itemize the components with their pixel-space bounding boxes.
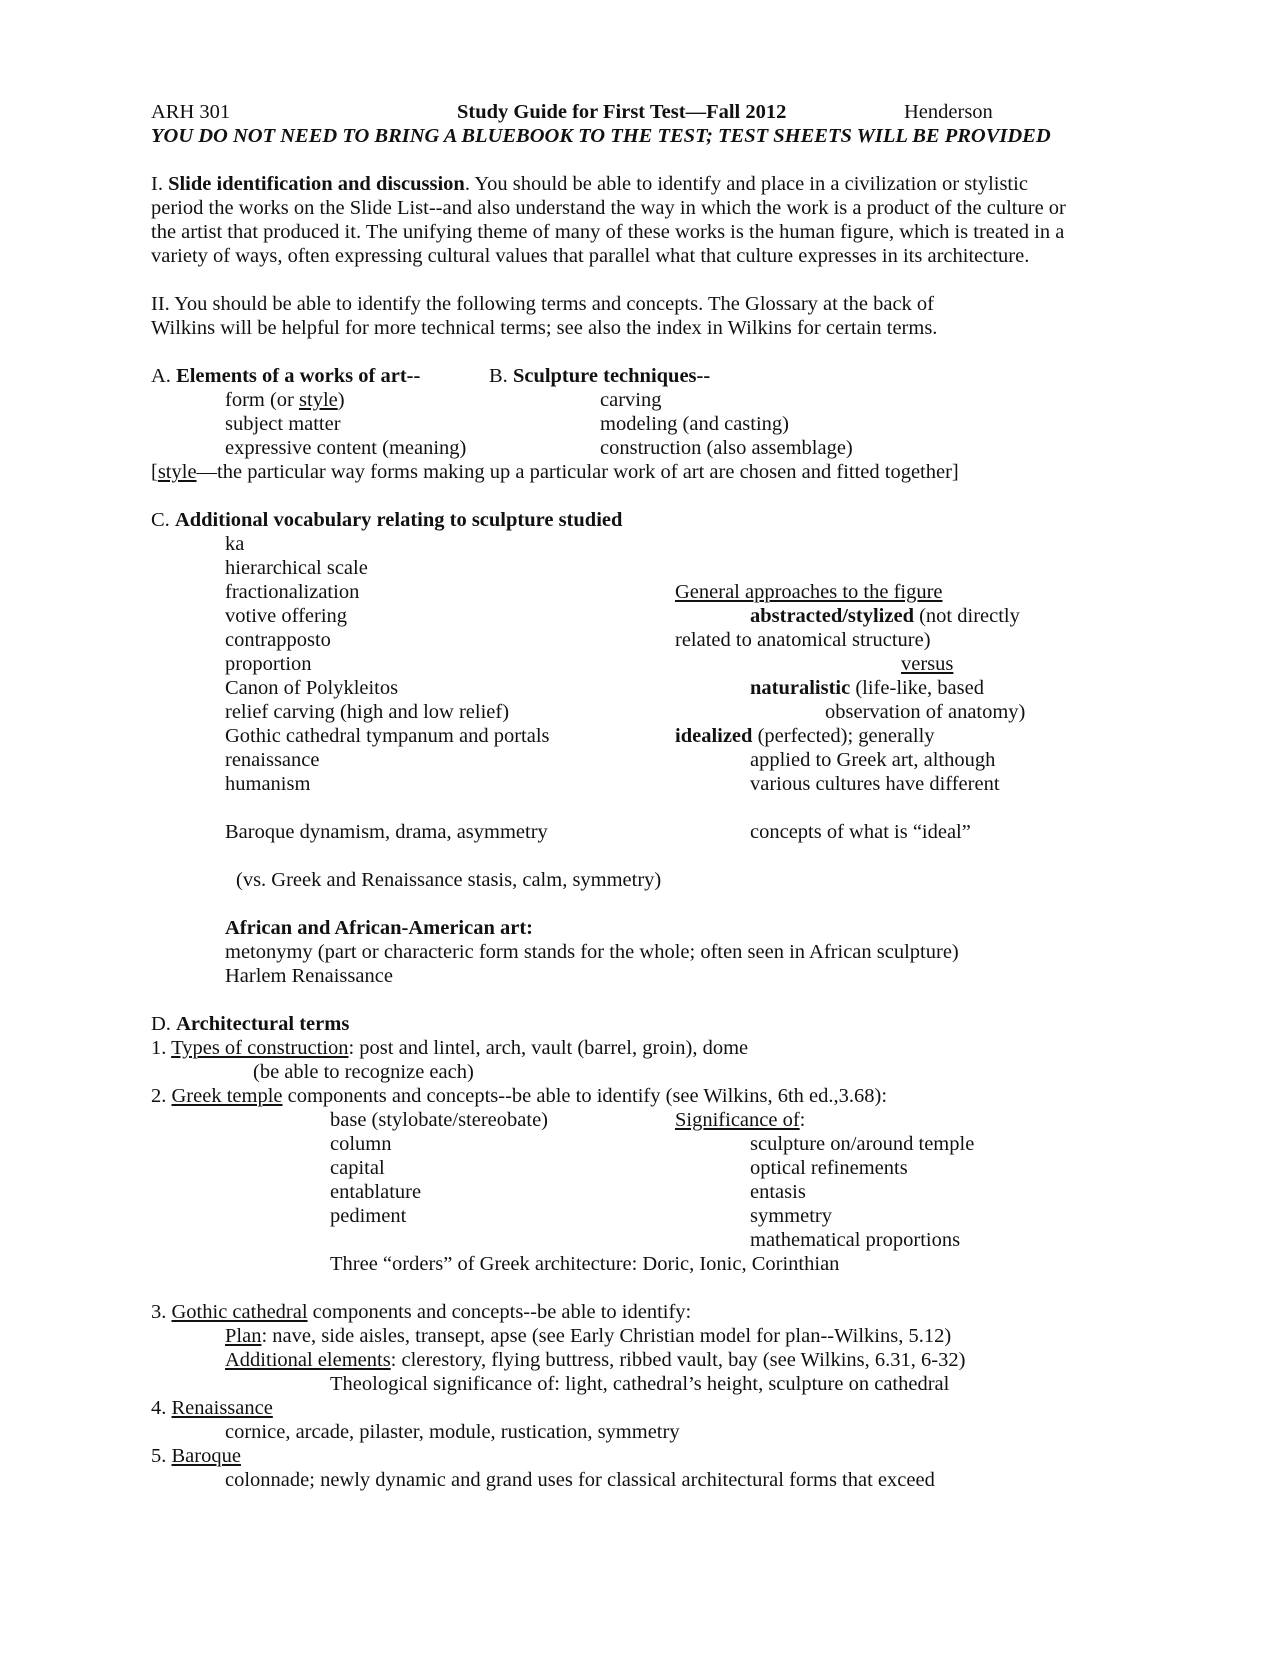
section-2-line-1: II. You should be able to identify the following terms and concepts. The Glossary at the back of [151, 293, 935, 315]
section-a-item-subject: subject matter [225, 413, 341, 435]
naturalistic-term: naturalistic [750, 677, 851, 699]
arch-item-5-number: 5. [151, 1445, 167, 1467]
vocab-item: renaissance [225, 749, 320, 771]
section-a-item-form [225, 388, 345, 412]
approach-idealized-line-2: applied to Greek art, although [750, 749, 996, 771]
significance-item: entasis [750, 1181, 806, 1203]
instructor-name: Henderson [904, 101, 993, 123]
significance-item: symmetry [750, 1205, 832, 1227]
vocab-item: votive offering [225, 605, 348, 627]
arch-item-4 [151, 1396, 273, 1420]
african-item-metonymy: metonymy (part or characteric form stands for the whole; often seen in African sculpture) [225, 941, 959, 963]
section-d-heading-line [151, 1012, 349, 1036]
approaches-heading: General approaches to the figure [675, 581, 943, 603]
section-c-heading-line [151, 508, 622, 532]
section-d-heading: Architectural terms [176, 1013, 350, 1035]
arch-item-1 [151, 1036, 748, 1060]
arch-item-2-text: components and concepts--be able to identify (see Wilkins, 6th ed.,3.68): [282, 1085, 888, 1107]
section-1-prefix: I. [151, 173, 163, 195]
form-close-paren: ) [337, 389, 345, 411]
style-note-text: —the particular way forms making up a particular work of art are chosen and fitted together] [196, 461, 959, 483]
abstracted-text: (not directly [913, 605, 1020, 627]
vocab-item: contrapposto [225, 629, 331, 651]
idealized-term: idealized [675, 725, 753, 747]
african-item-harlem: Harlem Renaissance [225, 965, 393, 987]
temple-part: pediment [330, 1205, 407, 1227]
arch-item-5-detail: colonnade; newly dynamic and grand uses for classical architectural forms that exceed [225, 1469, 935, 1491]
vocab-item: proportion [225, 653, 312, 675]
arch-item-2-term: Greek temple [171, 1085, 283, 1107]
section-1-line-4: variety of ways, often expressing cultural values that parallel what that culture expresses in its architecture. [151, 245, 1030, 267]
vocab-item: hierarchical scale [225, 557, 368, 579]
additional-elements-term: Additional elements [225, 1349, 391, 1371]
temple-part: capital [330, 1157, 385, 1179]
versus-label: versus [901, 653, 954, 675]
bluebook-notice: YOU DO NOT NEED TO BRING A BLUEBOOK TO THE TEST; TEST SHEETS WILL BE PROVIDED [151, 125, 1051, 147]
temple-part: base (stylobate/stereobate) [330, 1109, 549, 1131]
section-d-prefix: D. [151, 1013, 171, 1035]
section-b-heading-line [489, 364, 710, 388]
vocab-item: relief carving (high and low relief) [225, 701, 510, 723]
arch-item-3-text: components and concepts--be able to identify: [307, 1301, 692, 1323]
arch-item-4-detail: cornice, arcade, pilaster, module, rustication, symmetry [225, 1421, 680, 1443]
plan-text: : nave, side aisles, transept, apse (see Early Christian model for plan--Wilkins, 5.12) [261, 1325, 952, 1347]
section-c-prefix: C. [151, 509, 170, 531]
naturalistic-text: (life-like, based [850, 677, 984, 699]
approach-naturalistic [750, 676, 984, 700]
arch-item-4-term: Renaissance [171, 1397, 273, 1419]
section-1-line-3: the artist that produced it. The unifying theme of many of these works is the human figure, which is treated in a [151, 221, 1065, 243]
arch-item-3-term: Gothic cathedral [171, 1301, 308, 1323]
form-text: form (or [225, 389, 300, 411]
section-1-heading: Slide identification and discussion [168, 173, 465, 195]
bracket-open: [ [151, 461, 158, 483]
greek-orders: Three “orders” of Greek architecture: Doric, Ionic, Corinthian [330, 1253, 840, 1275]
arch-item-4-number: 4. [151, 1397, 167, 1419]
vocab-item: fractionalization [225, 581, 360, 603]
approach-idealized-line-3: various cultures have different [750, 773, 1000, 795]
significance-colon: : [799, 1109, 806, 1131]
significance-item: optical refinements [750, 1157, 908, 1179]
temple-part: entablature [330, 1181, 422, 1203]
style-term: style [299, 389, 338, 411]
vocab-item-baroque: Baroque dynamism, drama, asymmetry [225, 821, 548, 843]
baroque-contrast-note: (vs. Greek and Renaissance stasis, calm, symmetry) [236, 869, 662, 891]
section-a-heading-line [151, 364, 420, 388]
arch-item-3 [151, 1300, 691, 1324]
section-2-line-2: Wilkins will be helpful for more technical terms; see also the index in Wilkins for certain terms. [151, 317, 938, 339]
approach-idealized [675, 724, 935, 748]
section-a-prefix: A. [151, 365, 171, 387]
arch-item-1-note: (be able to recognize each) [253, 1061, 474, 1083]
approach-abstracted-line-2: related to anatomical structure) [675, 629, 931, 651]
arch-item-1-term: Types of construction [171, 1037, 349, 1059]
section-1-line-2: period the works on the Slide List--and also understand the way in which the work is a product of the culture or [151, 197, 1066, 219]
arch-item-5 [151, 1444, 241, 1468]
significance-item: mathematical proportions [750, 1229, 961, 1251]
approach-naturalistic-line-2: observation of anatomy) [825, 701, 1026, 723]
vocab-item: Gothic cathedral tympanum and portals [225, 725, 550, 747]
style-definition-note [151, 460, 959, 484]
section-1-line-1 [151, 172, 1028, 196]
arch-item-3-number: 3. [151, 1301, 167, 1323]
significance-item: sculpture on/around temple [750, 1133, 975, 1155]
section-a-heading: Elements of a works of art-- [176, 365, 421, 387]
course-code: ARH 301 [151, 101, 231, 123]
approach-idealized-line-4: concepts of what is “ideal” [750, 821, 971, 843]
approach-abstracted [750, 604, 1020, 628]
style-note-term: style [157, 461, 197, 483]
theological-significance: Theological significance of: light, cathedral’s height, sculpture on cathedral [330, 1373, 950, 1395]
vocab-item: ka [225, 533, 245, 555]
section-b-heading: Sculpture techniques-- [512, 365, 711, 387]
plan-term: Plan [225, 1325, 262, 1347]
arch-item-2-number: 2. [151, 1085, 167, 1107]
abstracted-term: abstracted/stylized [750, 605, 914, 627]
vocab-item: Canon of Polykleitos [225, 677, 399, 699]
vocab-item: humanism [225, 773, 311, 795]
document-title: Study Guide for First Test—Fall 2012 [457, 101, 787, 123]
arch-item-1-text: : post and lintel, arch, vault (barrel, groin), dome [348, 1037, 749, 1059]
significance-term: Significance of [675, 1109, 800, 1131]
section-b-item-construction: construction (also assemblage) [600, 437, 853, 459]
section-b-item-carving: carving [600, 389, 662, 411]
section-b-item-modeling: modeling (and casting) [600, 413, 790, 435]
arch-item-2 [151, 1084, 887, 1108]
section-c-heading: Additional vocabulary relating to sculpture studied [174, 509, 623, 531]
section-b-prefix: B. [489, 365, 508, 387]
section-a-item-expressive: expressive content (meaning) [225, 437, 467, 459]
arch-item-1-number: 1. [151, 1037, 167, 1059]
temple-part: column [330, 1133, 392, 1155]
idealized-text: (perfected); generally [752, 725, 935, 747]
gothic-additional-elements [225, 1348, 965, 1372]
arch-item-5-term: Baroque [171, 1445, 241, 1467]
african-art-heading: African and African-American art: [225, 917, 534, 939]
gothic-plan [225, 1324, 951, 1348]
significance-heading [675, 1108, 805, 1132]
section-1-line-1-text: . You should be able to identify and place in a civilization or stylistic [464, 173, 1028, 195]
additional-elements-text: : clerestory, flying buttress, ribbed vault, bay (see Wilkins, 6.31, 6-32) [390, 1349, 966, 1371]
